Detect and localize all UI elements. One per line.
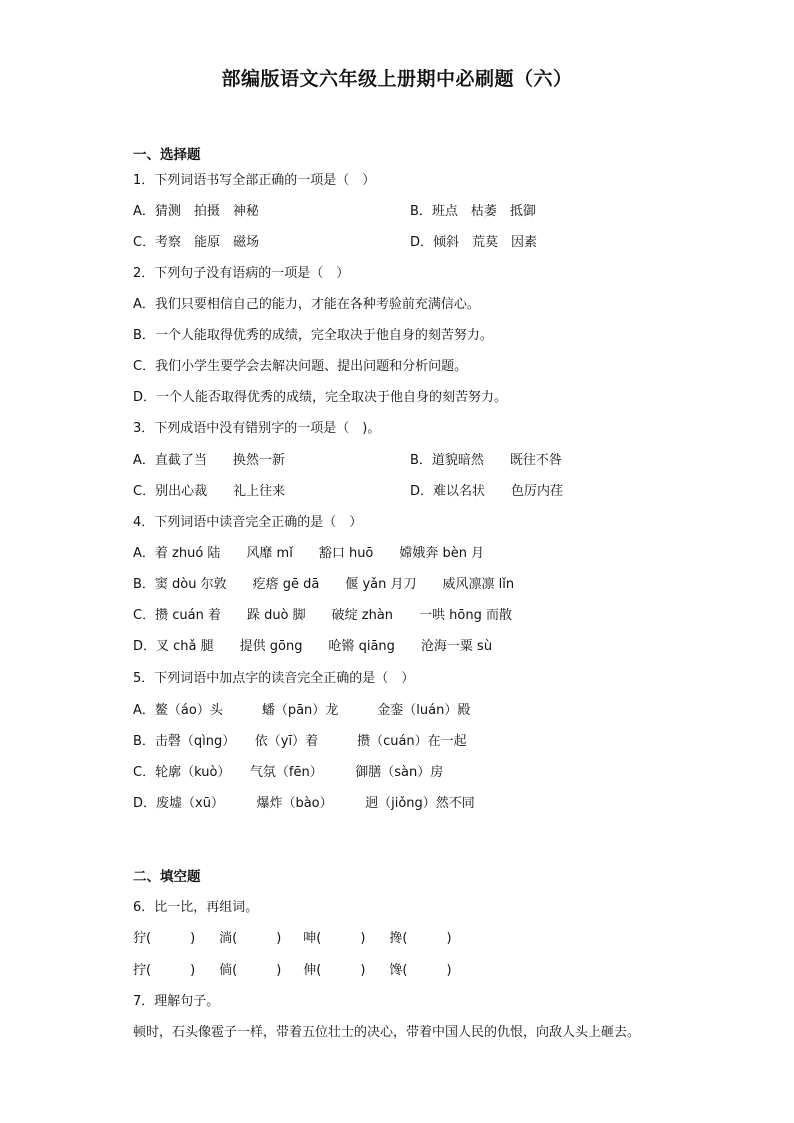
question-6-stem: 6．比一比，再组词。: [133, 900, 259, 915]
question-3-stem: 3．下列成语中没有错别字的一项是（ )。: [133, 421, 381, 436]
question-3-option-c: C．别出心裁 礼上往来: [133, 484, 286, 499]
question-1-option-a: A．猜测 拍摄 神秘: [133, 204, 259, 219]
question-3-option-b: B．道貌暗然 既往不咎: [410, 453, 562, 468]
section-heading-choice: 一、选择题: [133, 147, 201, 163]
fill-blank-item[interactable]: 拧( ): [133, 963, 196, 978]
question-5-option-d: D．废墟（xū） 爆炸（bào） 迥（jiǒng）然不同: [133, 796, 475, 811]
question-3-option-d: D．难以名状 色厉内荏: [410, 484, 564, 499]
fill-blank-item[interactable]: 搀( ): [389, 931, 452, 946]
question-6-row-1: [133, 930, 469, 948]
fill-blank-item[interactable]: 呻( ): [303, 931, 366, 946]
section-heading-fill: 二、填空题: [133, 869, 201, 885]
question-2-option-d: D．一个人能否取得优秀的成绩，完全取决于他自身的刻苦努力。: [133, 390, 508, 405]
fill-blank-item[interactable]: 倘( ): [219, 963, 282, 978]
question-5-option-b: B．击磬（qìng） 依（yī）着 攒（cuán）在一起: [133, 734, 467, 749]
fill-blank-item[interactable]: 淌( ): [219, 931, 282, 946]
question-4-option-a: A．着 zhuó 陆 风靡 mǐ 豁口 huō 嫦娥奔 bèn 月: [133, 546, 485, 561]
question-7-passage: 顿时，石头像雹子一样，带着五位壮士的决心，带着中国人民的仇恨，向敌人头上砸去。: [133, 1025, 641, 1040]
question-4-option-d: D．叉 chǎ 腿 提供 gōng 呛锵 qiāng 沧海一粟 sù: [133, 639, 493, 654]
page-title: 部编版语文六年级上册期中必刷题（六）: [221, 68, 573, 90]
question-4-stem: 4．下列词语中读音完全正确的是（ ）: [133, 515, 363, 530]
question-2-option-c: C．我们小学生要学会去解决问题、提出问题和分析问题。: [133, 359, 468, 374]
fill-blank-item[interactable]: 馋( ): [389, 963, 452, 978]
fill-blank-item[interactable]: 伸( ): [303, 963, 366, 978]
question-7-stem: 7．理解句子。: [133, 994, 220, 1009]
question-1-stem: 1．下列词语书写全部正确的一项是（ ）: [133, 173, 376, 188]
question-3-option-a: A．直截了当 换然一新: [133, 453, 285, 468]
question-2-stem: 2．下列句子没有语病的一项是（ ）: [133, 266, 350, 281]
question-5-option-a: A．鳌（áo）头 蟠（pān）龙 金銮（luán）殿: [133, 703, 471, 718]
question-4-option-b: B．窦 dòu 尔敦 疙瘩 gē dā 偃 yǎn 月刀 威风凛凛 lǐn: [133, 577, 515, 592]
question-1-option-b: B．班点 枯萎 抵御: [410, 204, 536, 219]
question-6-row-2: [133, 962, 469, 980]
question-2-option-a: A．我们只要相信自己的能力，才能在各种考验前充满信心。: [133, 297, 480, 312]
question-5-stem: 5．下列词语中加点字的读音完全正确的是（ ）: [133, 671, 415, 686]
question-1-option-c: C．考察 能原 磁场: [133, 235, 260, 250]
fill-blank-item[interactable]: 狞( ): [133, 931, 196, 946]
question-2-option-b: B．一个人能取得优秀的成绩，完全取决于他自身的刻苦努力。: [133, 328, 493, 343]
question-5-option-c: C．轮廓（kuò） 气氛（fēn） 御膳（sàn）房: [133, 765, 444, 780]
question-1-option-d: D．倾斜 荒莫 因素: [410, 235, 538, 250]
question-4-option-c: C．攒 cuán 着 跺 duò 脚 破绽 zhàn 一哄 hōng 而散: [133, 608, 512, 623]
